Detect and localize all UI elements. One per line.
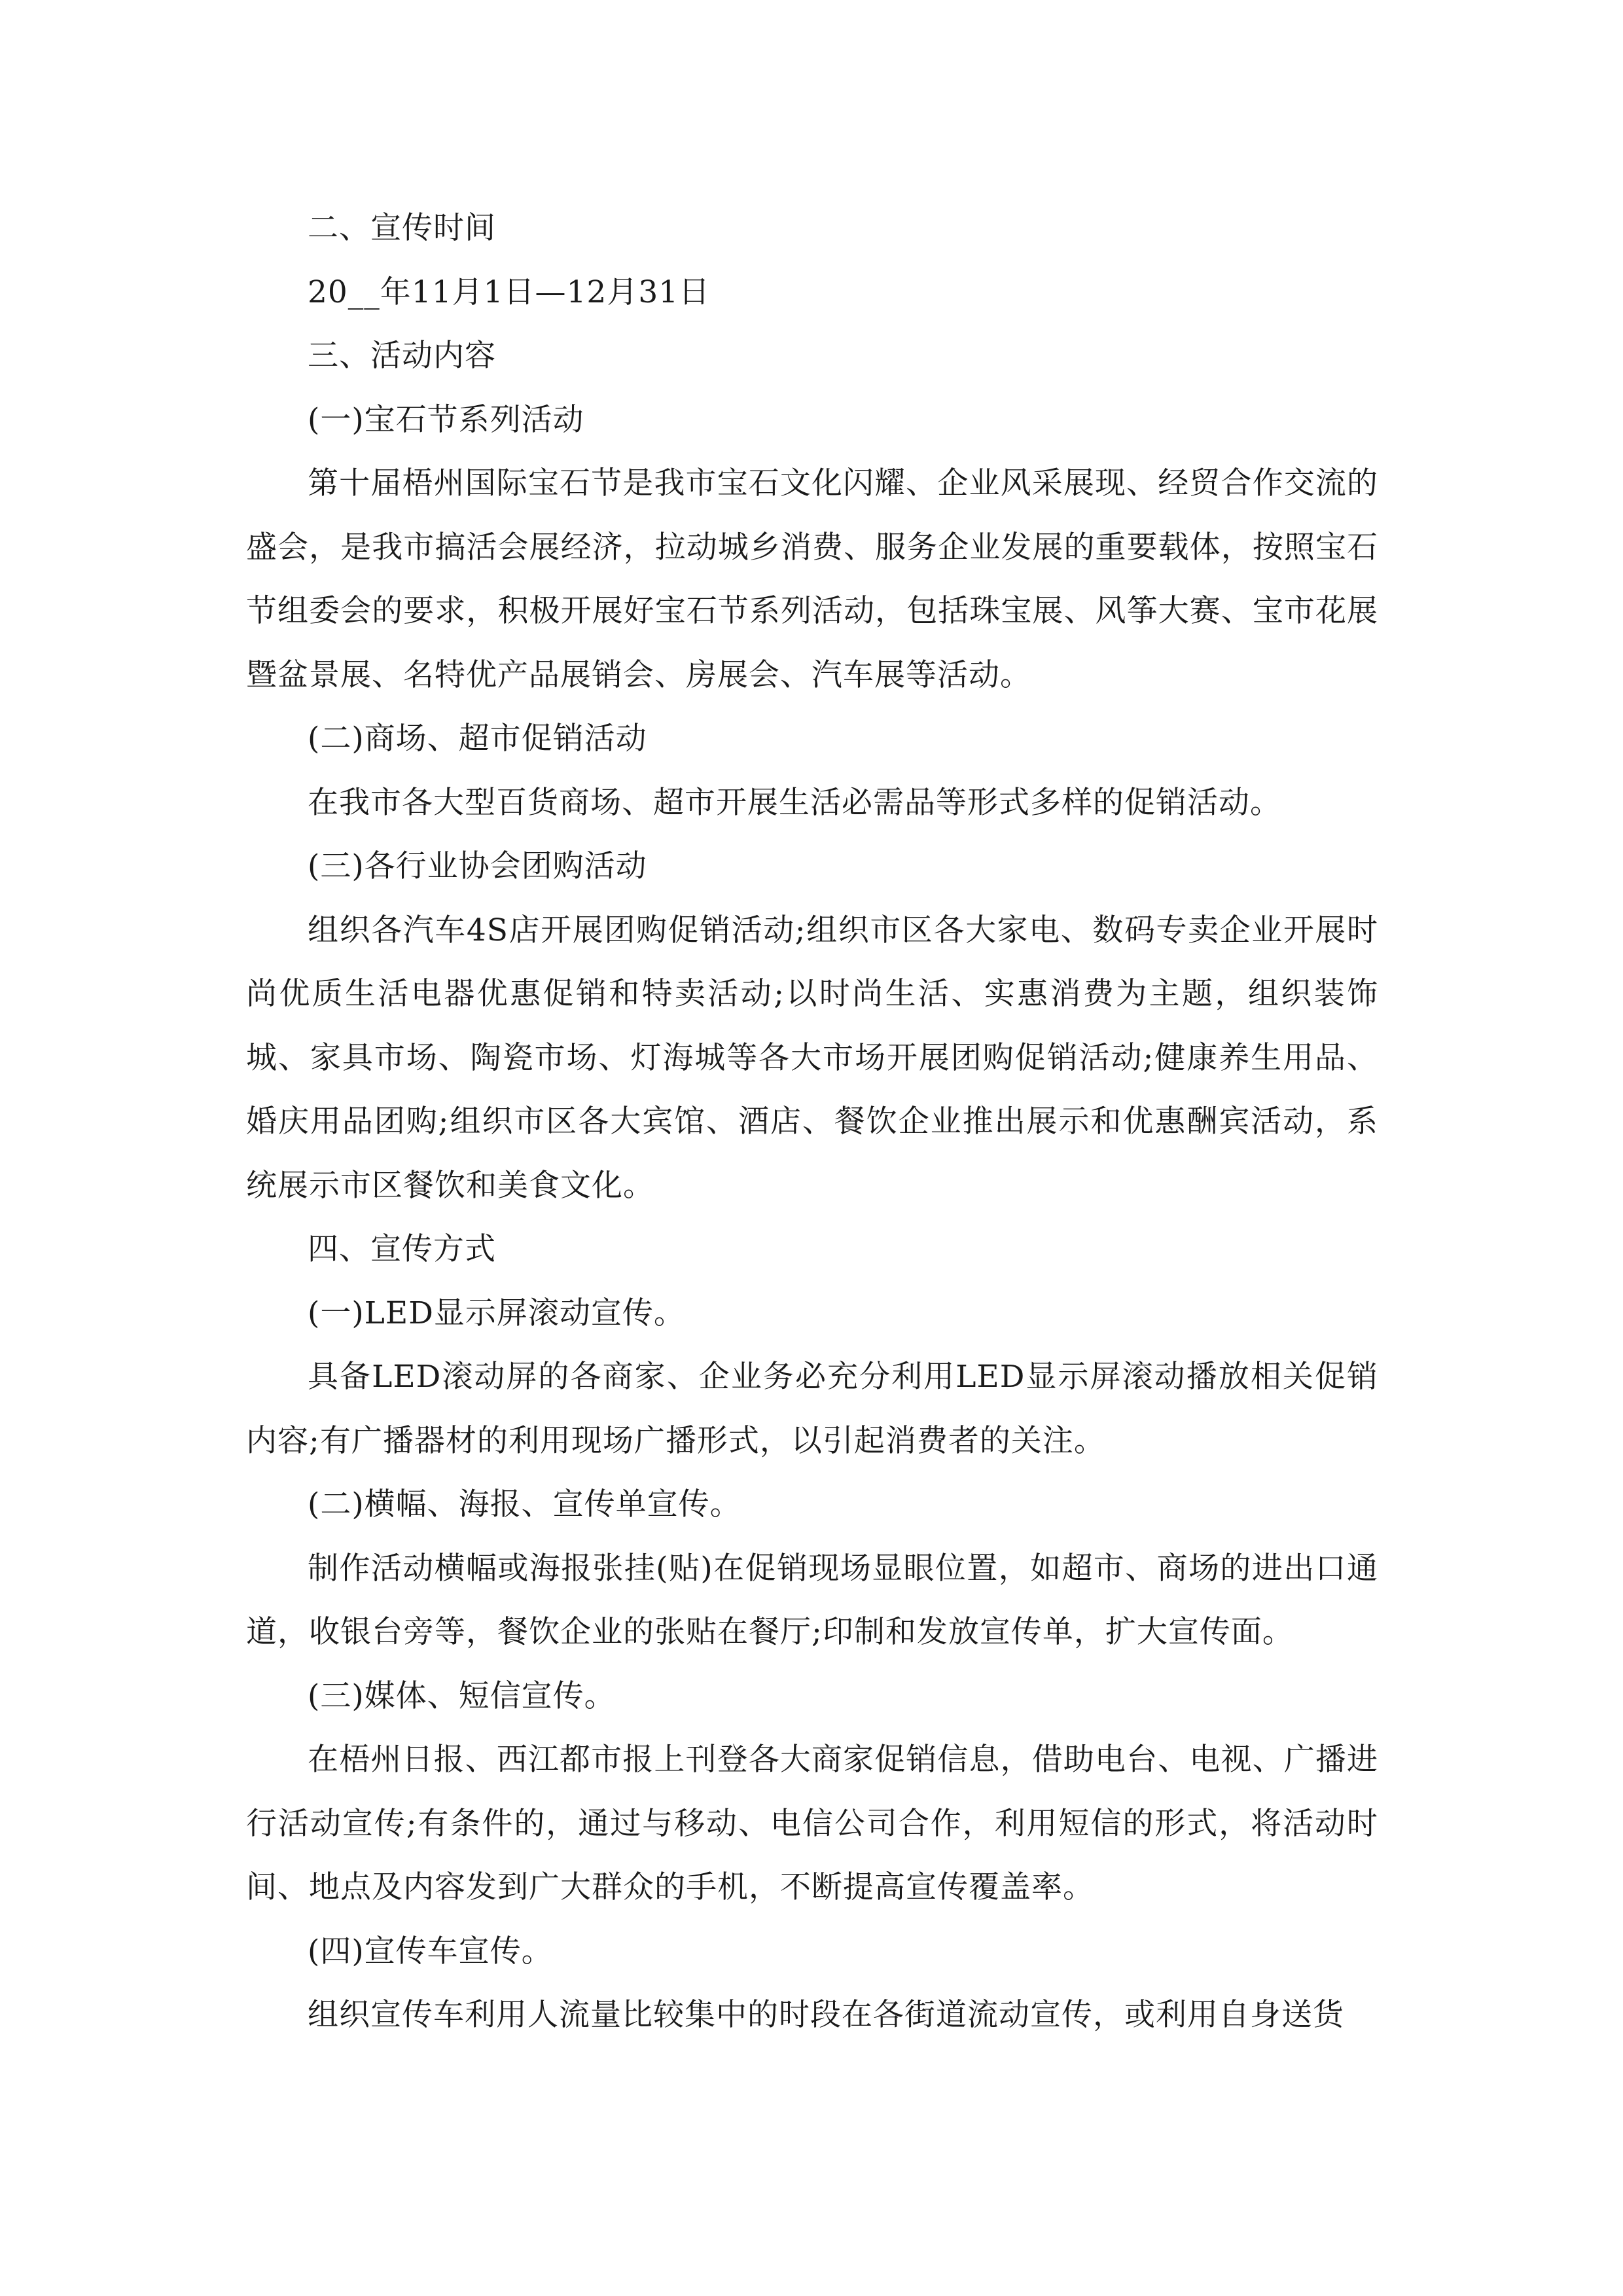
- subheading-banners-posters: (二)横幅、海报、宣传单宣传。: [308, 1486, 741, 1522]
- section-heading-publicity-time: 二、宣传时间: [308, 210, 496, 246]
- subheading-led-display: (一)LED显示屏滚动宣传。: [308, 1295, 685, 1331]
- paragraph-led-display: 具备LED滚动屏的各商家、企业务必充分利用LED显示屏滚动播放相关促销内容;有广播器材的利用现场广播形式，以引起消费者的关注。: [246, 1359, 1378, 1459]
- subheading-publicity-vehicle: (四)宣传车宣传。: [308, 1933, 553, 1969]
- subheading-mall-promotion: (二)商场、超市促销活动: [308, 721, 647, 757]
- paragraph-banners-posters: 制作活动横幅或海报张挂(贴)在促销现场显眼位置，如超市、商场的进出口通道，收银台旁等，餐饮企业的张贴在餐厅;印制和发放宣传单，扩大宣传面。: [246, 1550, 1378, 1650]
- section-heading-publicity-methods: 四、宣传方式: [308, 1231, 496, 1267]
- paragraph-publicity-vehicle: 组织宣传车利用人流量比较集中的时段在各街道流动宣传，或利用自身送货: [308, 1997, 1344, 2033]
- date-range-line: 20__年11月1日—12月31日: [308, 274, 711, 310]
- paragraph-media-sms: 在梧州日报、西江都市报上刊登各大商家促销信息，借助电台、电视、广播进行活动宣传;有条件的，通过与移动、电信公司合作，利用短信的形式，将活动时间、地点及内容发到广大群众的手机，不断提高宣传覆盖率。: [246, 1742, 1378, 1905]
- paragraph-mall-promotion: 在我市各大型百货商场、超市开展生活必需品等形式多样的促销活动。: [308, 784, 1281, 821]
- paragraph-gem-festival: 第十届梧州国际宝石节是我市宝石文化闪耀、企业风采展现、经贸合作交流的盛会，是我市搞活会展经济，拉动城乡消费、服务企业发展的重要载体，按照宝石节组委会的要求，积极开展好宝石节系列活动，包括珠宝展、风筝大赛、宝市花展暨盆景展、名特优产品展销会、房展会、汽车展等活动。: [246, 465, 1378, 693]
- subheading-gem-festival: (一)宝石节系列活动: [308, 401, 584, 438]
- document-body: [246, 196, 1378, 2047]
- paragraph-group-buying: 组织各汽车4S店开展团购促销活动;组织市区各大家电、数码专卖企业开展时尚优质生活电器优惠促销和特卖活动;以时尚生活、实惠消费为主题，组织装饰城、家具市场、陶瓷市场、灯海城等各大市场开展团购促销活动;健康养生用品、婚庆用品团购;组织市区各大宾馆、酒店、餐饮企业推出展示和优惠酬宾活动，系统展示市区餐饮和美食文化。: [246, 912, 1378, 1204]
- subheading-group-buying: (三)各行业协会团购活动: [308, 848, 647, 884]
- subheading-media-sms: (三)媒体、短信宣传。: [308, 1677, 616, 1714]
- section-heading-activity-content: 三、活动内容: [308, 338, 496, 374]
